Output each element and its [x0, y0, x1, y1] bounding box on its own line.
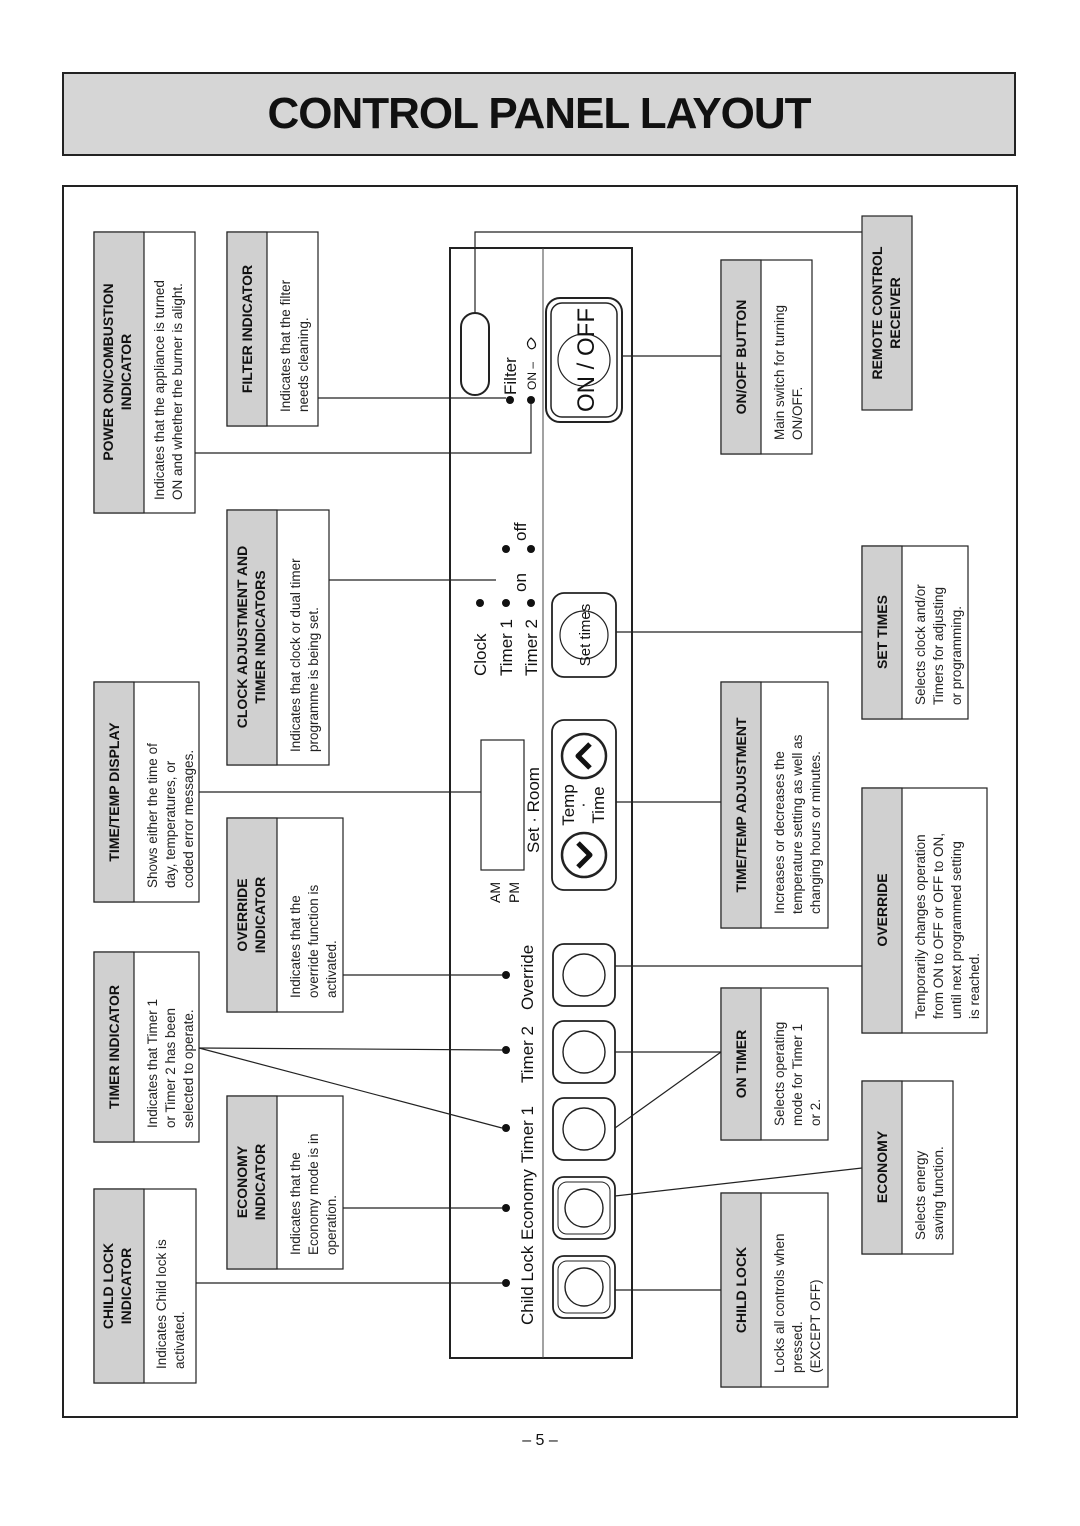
callout-text: activated.	[324, 940, 339, 998]
child-lock-indicator-light	[502, 1279, 510, 1287]
callout-text: saving function.	[931, 1146, 946, 1240]
callout-on-timer	[721, 988, 828, 1140]
callout-text: override function is	[306, 884, 321, 998]
callout-child-lock-button	[721, 1193, 828, 1387]
callout-text: Indicates Child lock is	[154, 1239, 169, 1369]
override-indicator-light	[502, 971, 510, 979]
power-indicator-light	[527, 396, 535, 404]
callout-text: or 2.	[808, 1098, 823, 1126]
callout-text: (EXCEPT OFF)	[808, 1279, 823, 1373]
timer2-indicator-label: Timer 2	[522, 619, 541, 676]
timer2-button-label: Timer 2	[518, 1026, 537, 1083]
callout-text: Indicates that the appliance is turned	[152, 280, 167, 500]
callout-text: changing hours or minutes.	[808, 751, 823, 914]
callout-text: Temporarily changes operation	[913, 834, 928, 1019]
on-off-button[interactable]	[546, 298, 622, 422]
callout-text: from ON to OFF or OFF to ON,	[931, 832, 946, 1019]
callout-text: Increases or decreases the	[772, 751, 787, 914]
callout-text: Economy mode is in	[306, 1133, 321, 1255]
callout-text: or Timer 2 has been	[163, 1007, 178, 1128]
page-number: – 5 –	[522, 1432, 558, 1449]
callout-set-times	[862, 546, 968, 719]
override-button[interactable]	[553, 944, 615, 1006]
on-off-label: ON / OFF	[573, 308, 600, 412]
callout-text: ON and whether the burner is alight.	[170, 283, 185, 500]
callout-text: temperature setting as well as	[790, 734, 805, 914]
callout-text: Indicates that clock or dual timer	[288, 558, 303, 752]
set-times-button[interactable]	[552, 593, 616, 677]
callout-heading: ECONOMY	[234, 1145, 250, 1219]
callout-economy-button	[862, 1081, 953, 1254]
override-label: Override	[518, 944, 537, 1010]
callout-clock-timer-indicators	[227, 510, 329, 765]
callout-text: or programming.	[949, 605, 964, 705]
clock-indicator-light	[476, 599, 484, 607]
economy-button[interactable]	[553, 1177, 615, 1239]
callout-text: Indicates that Timer 1	[145, 998, 160, 1128]
callout-heading: REMOTE CONTROL	[869, 246, 885, 380]
callout-filter-indicator	[227, 232, 318, 426]
timer1-indicator-light	[502, 599, 510, 607]
callout-heading: INDICATOR	[252, 876, 268, 954]
child-lock-button[interactable]	[553, 1256, 615, 1318]
temp-label: Temp	[559, 784, 578, 826]
callout-heading: INDICATOR	[118, 1247, 134, 1325]
callout-text: Locks all controls when	[772, 1233, 787, 1373]
callout-child-lock-indicator	[94, 1189, 196, 1383]
callout-text: Selects clock and/or	[913, 584, 928, 705]
callout-remote-receiver	[862, 216, 912, 410]
callout-override-button	[862, 788, 987, 1033]
callout-on-off-button	[721, 260, 812, 454]
callout-text: programme is being set.	[306, 607, 321, 752]
timer2-select-light	[502, 1046, 510, 1054]
callout-heading: CHILD LOCK	[733, 1246, 749, 1334]
callout-text: mode for Timer 1	[790, 1023, 805, 1126]
flame-icon	[527, 338, 535, 349]
callout-heading: TIME/TEMP ADJUSTMENT	[733, 717, 749, 893]
callout-heading: ON/OFF BUTTON	[733, 299, 749, 415]
callout-heading: TIMER INDICATOR	[106, 985, 122, 1109]
callout-heading: OVERRIDE	[874, 873, 890, 947]
time-temp-display	[481, 740, 524, 870]
set-room-label: Set · Room	[524, 767, 543, 853]
callout-text: Indicates that the	[288, 1152, 303, 1255]
timer1-button-label: Timer 1	[518, 1106, 537, 1163]
callout-text: Timers for adjusting	[931, 586, 946, 705]
set-times-label: Set times	[577, 603, 594, 667]
child-lock-label: Child Lock	[518, 1245, 537, 1325]
callout-text: needs cleaning.	[296, 317, 311, 412]
callout-text: until next programmed setting	[949, 841, 964, 1019]
callout-text: Main switch for turning	[772, 304, 787, 440]
callout-heading: CHILD LOCK	[100, 1242, 116, 1330]
callout-override-indicator	[227, 818, 343, 1012]
timer1-on-light	[502, 545, 510, 553]
callout-heading: ECONOMY	[874, 1130, 890, 1204]
callout-heading: ON TIMER	[733, 1029, 749, 1099]
callout-time-temp-display	[94, 682, 199, 902]
callout-text: Selects energy	[913, 1150, 928, 1240]
dot-separator: ·	[573, 802, 592, 808]
callout-text: activated.	[172, 1311, 187, 1369]
callout-power-combustion	[94, 232, 195, 513]
callout-text: Indicates that the	[288, 895, 303, 998]
callout-text: pressed.	[790, 1321, 805, 1373]
callout-timer-indicator	[94, 952, 199, 1142]
am-label: AM	[487, 882, 503, 903]
callout-heading: INDICATOR	[252, 1143, 268, 1221]
filter-indicator-light	[506, 396, 514, 404]
callout-text: operation.	[324, 1194, 339, 1255]
callout-time-temp-adjustment	[721, 682, 828, 928]
economy-indicator-light	[502, 1204, 510, 1212]
remote-receiver-window	[461, 313, 489, 395]
off-column-label: off	[511, 522, 530, 541]
timer1-indicator-label: Timer 1	[497, 619, 516, 676]
callout-text: selected to operate.	[181, 1009, 196, 1128]
callout-heading: FILTER INDICATOR	[239, 264, 255, 394]
callout-economy-indicator	[227, 1096, 343, 1269]
callout-heading: TIME/TEMP DISPLAY	[106, 722, 122, 862]
callout-heading: RECEIVER	[887, 277, 903, 349]
timer2-indicator-light	[527, 599, 535, 607]
clock-label: Clock	[471, 633, 490, 676]
timer1-select-light	[502, 1124, 510, 1132]
filter-label: Filter	[501, 357, 520, 395]
callout-text: day, temperatures, or	[163, 760, 178, 888]
time-label: Time	[589, 786, 608, 824]
callout-heading: TIMER INDICATORS	[252, 570, 268, 704]
callout-heading: CLOCK ADJUSTMENT AND	[234, 545, 250, 729]
temp-adjust-rocker[interactable]	[552, 720, 616, 890]
callout-text: Indicates that the filter	[278, 279, 293, 412]
callout-text: ON/OFF.	[790, 386, 805, 440]
timer1-button[interactable]	[553, 1098, 615, 1160]
economy-label: Economy	[518, 1169, 537, 1240]
callout-heading: SET TIMES	[874, 595, 890, 669]
on-flame-label: ON –	[525, 361, 539, 390]
callout-text: coded error messages.	[181, 749, 196, 888]
callout-heading: INDICATOR	[118, 333, 134, 411]
page-title: CONTROL PANEL LAYOUT	[267, 89, 811, 138]
on-column-label: on	[511, 573, 530, 592]
timer2-button[interactable]	[553, 1021, 615, 1083]
callout-heading: POWER ON/COMBUSTION	[100, 283, 116, 461]
pm-label: PM	[506, 882, 522, 903]
timer2-on-light	[527, 545, 535, 553]
callout-text: Selects operating	[772, 1021, 787, 1126]
callout-text: is reached.	[967, 952, 982, 1019]
callout-text: Shows either the time of	[145, 743, 160, 888]
callout-heading: OVERRIDE	[234, 878, 250, 952]
